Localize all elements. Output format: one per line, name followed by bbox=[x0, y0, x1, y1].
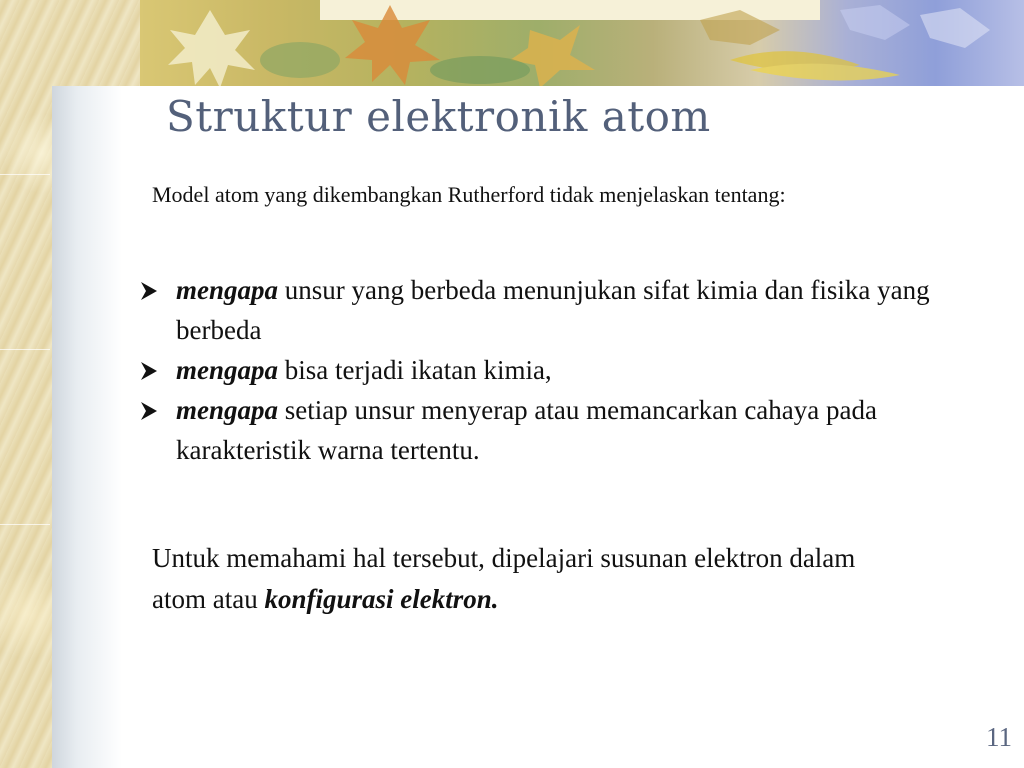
leaf-icon bbox=[168, 10, 255, 88]
slide-title: Struktur elektronik atom bbox=[166, 92, 711, 141]
leaf-icon bbox=[730, 51, 900, 80]
bullet-text: bisa terjadi ikatan kimia, bbox=[278, 355, 552, 385]
leaf-icon bbox=[840, 5, 990, 48]
bullet-text: setiap unsur menyerap atau memancarkan cahaya pada karakteristik warna tertentu. bbox=[176, 395, 877, 465]
autumn-leaves-banner bbox=[140, 0, 1024, 88]
leaf-icon bbox=[260, 42, 340, 78]
arrow-bullet-icon bbox=[136, 390, 162, 430]
bullet-keyword: mengapa bbox=[176, 355, 279, 385]
conclusion-emphasis: konfigurasi elektron. bbox=[264, 584, 499, 614]
page-number: 11 bbox=[986, 722, 1012, 752]
leaf-icon bbox=[345, 5, 440, 85]
arrow-bullet-icon bbox=[136, 350, 162, 390]
bullet-item bbox=[136, 270, 986, 350]
bullet-item bbox=[136, 350, 986, 390]
conclusion-text bbox=[152, 538, 872, 620]
bullet-item bbox=[136, 390, 986, 470]
arrow-bullet-icon bbox=[136, 270, 162, 310]
intro-text: Model atom yang dikembangkan Rutherford tidak menjelaskan tentang: bbox=[152, 182, 786, 207]
bullet-keyword: mengapa bbox=[176, 275, 279, 305]
leaf-icon bbox=[430, 56, 530, 84]
conclusion-body: Untuk memahami hal tersebut, dipelajari susunan elektron dalam atom atau bbox=[152, 543, 856, 614]
bullet-text: unsur yang berbeda menunjukan sifat kimia dan fisika yang berbeda bbox=[176, 275, 930, 345]
leaf-icon bbox=[700, 10, 780, 45]
bullet-list bbox=[136, 270, 986, 470]
bullet-keyword: mengapa bbox=[176, 395, 279, 425]
leaf-icon bbox=[510, 25, 595, 88]
